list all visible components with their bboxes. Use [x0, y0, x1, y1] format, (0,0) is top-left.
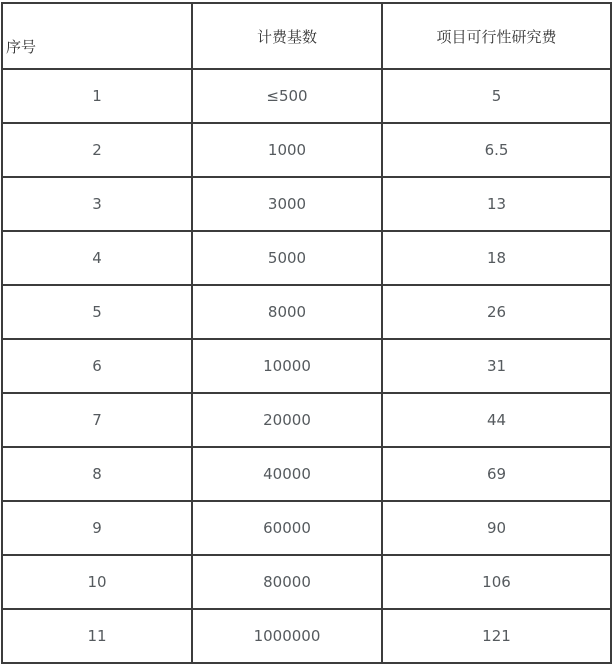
- table-cell-fee: 69: [382, 447, 611, 501]
- table-cell-fee: 6.5: [382, 123, 611, 177]
- table-cell-base: 5000: [192, 231, 382, 285]
- table-cell-seq: 1: [2, 69, 192, 123]
- table-cell-base: 40000: [192, 447, 382, 501]
- table-cell-fee: 121: [382, 609, 611, 663]
- table-cell-seq: 4: [2, 231, 192, 285]
- table-cell-fee: 31: [382, 339, 611, 393]
- header-row: [2, 3, 611, 69]
- table-cell-fee: 13: [382, 177, 611, 231]
- table-cell-seq: 11: [2, 609, 192, 663]
- table-row: [2, 285, 611, 339]
- table-row: [2, 555, 611, 609]
- table-cell-fee: 44: [382, 393, 611, 447]
- table-row: [2, 609, 611, 663]
- table-row: [2, 123, 611, 177]
- table-cell-base: 1000: [192, 123, 382, 177]
- header-cell-fee: 项目可行性研究费: [382, 3, 611, 69]
- table-row: [2, 177, 611, 231]
- table-cell-fee: 26: [382, 285, 611, 339]
- table-row: [2, 501, 611, 555]
- table-header: [2, 3, 611, 69]
- table-body: [2, 69, 611, 663]
- table-cell-seq: 9: [2, 501, 192, 555]
- table-row: [2, 69, 611, 123]
- table-cell-seq: 7: [2, 393, 192, 447]
- table-cell-base: 60000: [192, 501, 382, 555]
- table-cell-seq: 3: [2, 177, 192, 231]
- table-cell-fee: 18: [382, 231, 611, 285]
- table-cell-base: 3000: [192, 177, 382, 231]
- table-cell-base: 1000000: [192, 609, 382, 663]
- table-row: [2, 447, 611, 501]
- fee-table: [1, 2, 612, 664]
- table-cell-seq: 8: [2, 447, 192, 501]
- table-cell-seq: 6: [2, 339, 192, 393]
- table-cell-fee: 90: [382, 501, 611, 555]
- table-row: [2, 393, 611, 447]
- table-row: [2, 339, 611, 393]
- header-cell-base: 计费基数: [192, 3, 382, 69]
- table-cell-base: ≤500: [192, 69, 382, 123]
- table-cell-fee: 5: [382, 69, 611, 123]
- table-cell-seq: 2: [2, 123, 192, 177]
- table-cell-base: 80000: [192, 555, 382, 609]
- table-cell-base: 10000: [192, 339, 382, 393]
- table-cell-base: 8000: [192, 285, 382, 339]
- table-cell-seq: 10: [2, 555, 192, 609]
- table-row: [2, 231, 611, 285]
- header-cell-seq: 序号: [2, 3, 192, 69]
- table-cell-fee: 106: [382, 555, 611, 609]
- table-cell-base: 20000: [192, 393, 382, 447]
- table-cell-seq: 5: [2, 285, 192, 339]
